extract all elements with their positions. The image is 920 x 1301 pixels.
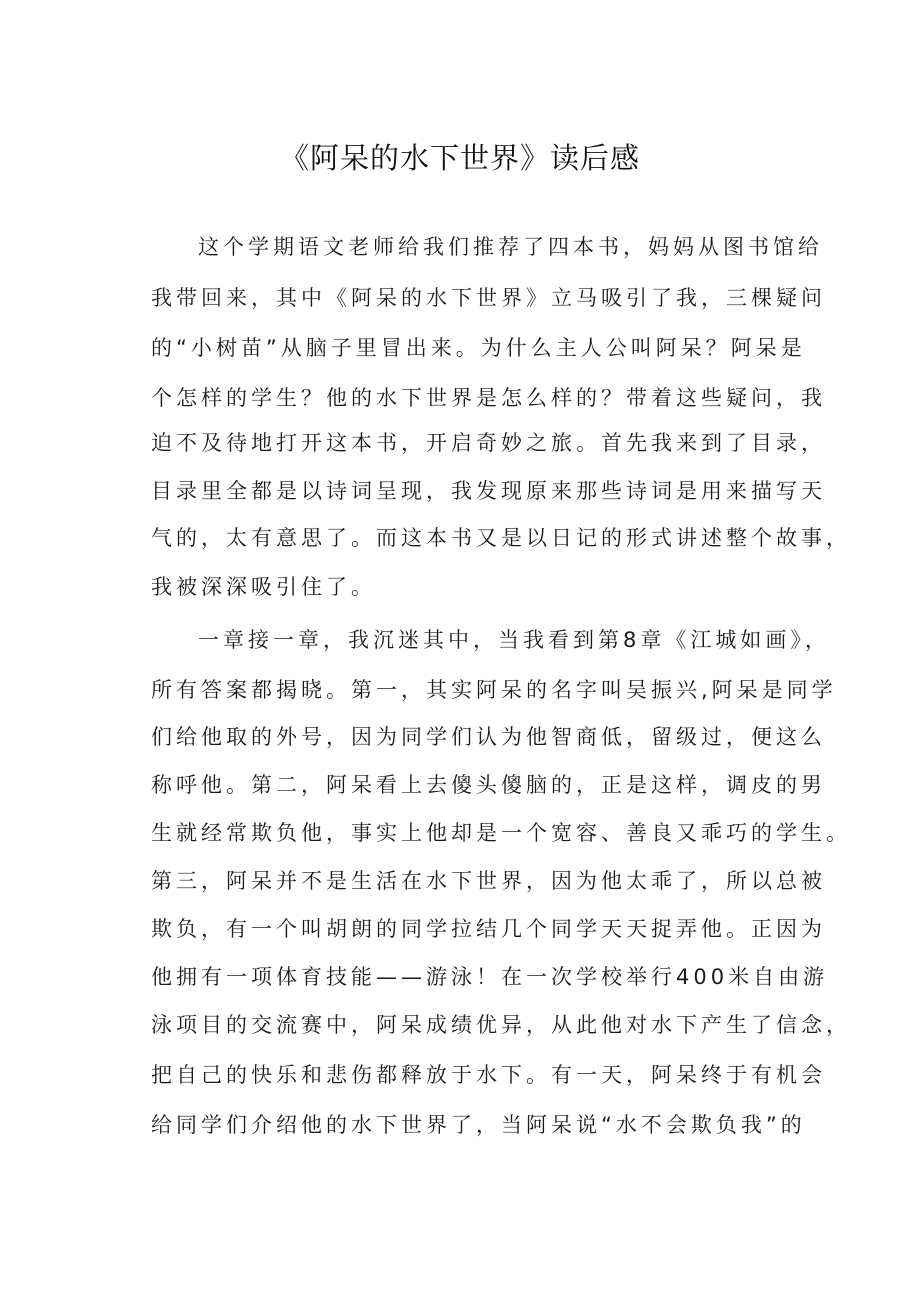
paragraph-2-line-4: 称呼他。第二，阿呆看上去傻头傻脑的，正是这样，调皮的男 xyxy=(151,773,826,797)
document-title: 《阿呆的水下世界》读后感 xyxy=(279,141,640,175)
paragraph-2-line-6: 第三，阿呆并不是生活在水下世界，因为他太乖了，所以总被 xyxy=(151,869,826,893)
paragraph-1-line-7: 气的，太有意思了。而这本书又是以日记的形式讲述整个故事， xyxy=(151,526,851,550)
paragraph-2-line-10: 把自己的快乐和悲伤都释放于水下。有一天，阿呆终于有机会 xyxy=(151,1063,826,1087)
paragraph-1-line-8: 我被深深吸引住了。 xyxy=(151,575,376,599)
paragraph-1-line-1: 这个学期语文老师给我们推荐了四本书，妈妈从图书馆给 xyxy=(198,235,823,259)
paragraph-1-line-6: 目录里全都是以诗词呈现，我发现原来那些诗词是用来描写天 xyxy=(151,479,826,503)
paragraph-2-line-7: 欺负，有一个叫胡朗的同学拉结几个同学天天捉弄他。正因为 xyxy=(151,917,826,941)
paragraph-2-line-11: 给同学们介绍他的水下世界了，当阿呆说“水不会欺负我”的 xyxy=(151,1113,806,1137)
paragraph-1-line-4: 个怎样的学生？他的水下世界是怎么样的？带着这些疑问，我 xyxy=(151,386,826,410)
paragraph-2-line-9: 泳项目的交流赛中，阿呆成绩优异，从此他对水下产生了信念， xyxy=(151,1013,851,1037)
paragraph-1-line-2: 我带回来，其中《阿呆的水下世界》立马吸引了我，三棵疑问 xyxy=(151,286,826,310)
paragraph-2-line-8: 他拥有一项体育技能——游泳！在一次学校举行400米自由游 xyxy=(151,965,829,989)
paragraph-2-line-3: 们给他取的外号，因为同学们认为他智商低，留级过，便这么 xyxy=(151,725,826,749)
paragraph-1-line-3: 的“小树苗”从脑子里冒出来。为什么主人公叫阿呆？阿呆是 xyxy=(151,336,806,360)
paragraph-2-line-5: 生就经常欺负他，事实上他却是一个宽容、善良又乖巧的学生。 xyxy=(151,821,851,845)
paragraph-1-line-5: 迫不及待地打开这本书，开启奇妙之旅。首先我来到了目录， xyxy=(151,431,826,455)
paragraph-2-line-1: 一章接一章，我沉迷其中，当我看到第8章《江城如画》， xyxy=(198,628,830,652)
paragraph-2-line-2: 所有答案都揭晓。第一，其实阿呆的名字叫吴振兴,阿呆是同学 xyxy=(151,678,837,702)
